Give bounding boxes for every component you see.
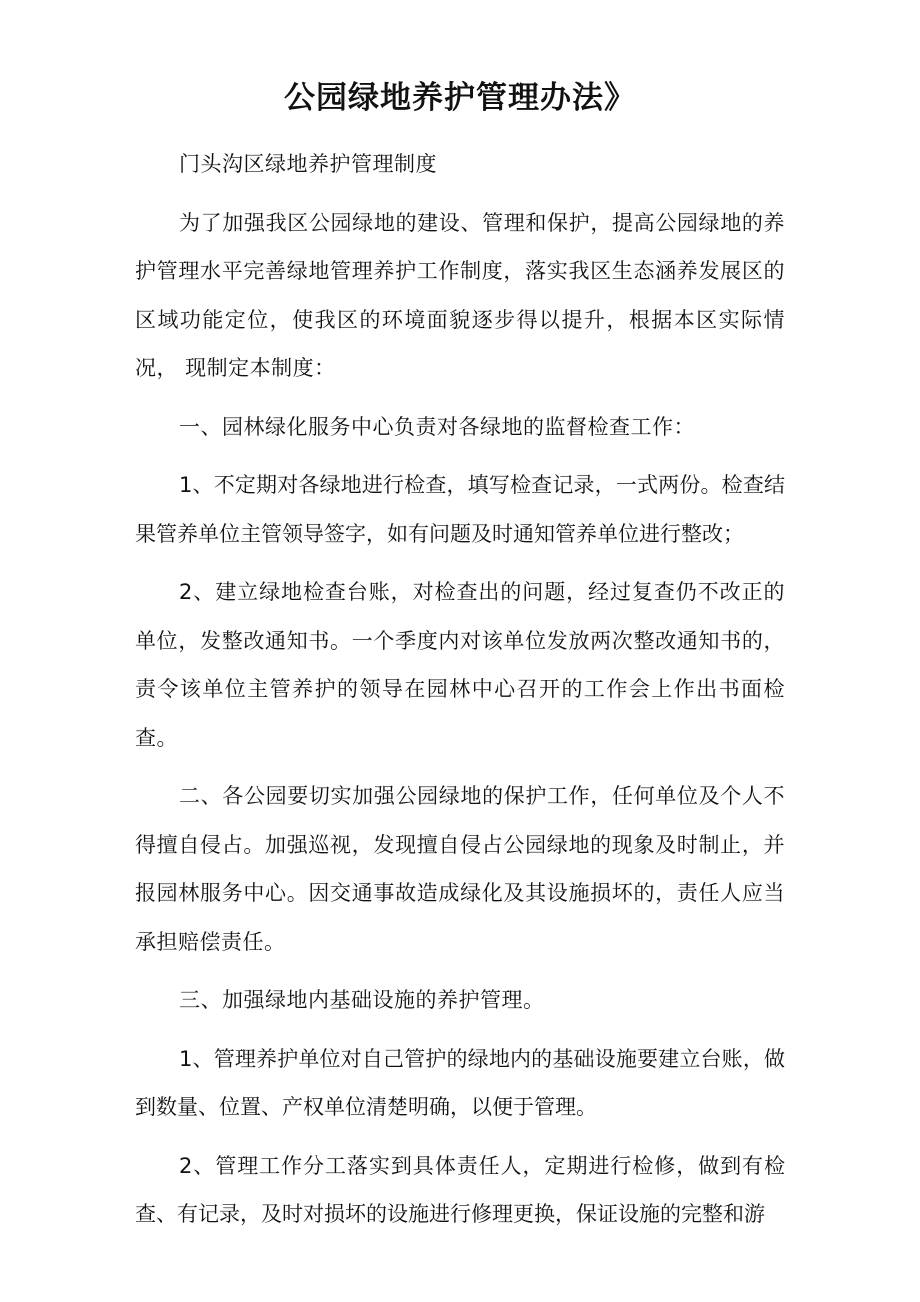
paragraph-section-3-item-2: 2、管理工作分工落实到具体责任人，定期进行检修，做到有检查、有记录，及时对损坏的设施进行修理更换，保证设施的完整和游 [135, 1153, 785, 1226]
document-body [135, 140, 785, 1239]
paragraph-section-1: 一、园林绿化服务中心负责对各绿地的监督检查工作： [179, 414, 695, 439]
paragraph-subtitle: 门头沟区绿地养护管理制度 [179, 152, 437, 176]
document-title: 公园绿地养护管理办法》 [284, 80, 636, 116]
paragraph-section-1-item-1: 1、不定期对各绿地进行检查，填写检查记录，一式两份。检查结果管养单位主管领导签字，如有问题及时通知管养单位进行整改； [135, 473, 785, 546]
paragraph-section-1-item-2: 2、建立绿地检查台账，对检查出的问题，经过复查仍不改正的单位，发整改通知书。一个季度内对该单位发放两次整改通知书的，责令该单位主管养护的领导在园林中心召开的工作会上作出书面检查。 [135, 580, 785, 750]
paragraph-section-3-item-1: 1、管理养护单位对自己管护的绿地内的基础设施要建立台账，做到数量、位置、产权单位清楚明确，以便于管理。 [135, 1046, 785, 1119]
paragraph-section-2: 二、各公园要切实加强公园绿地的保护工作，任何单位及个人不得擅自侵占。加强巡视，发现擅自侵占公园绿地的现象及时制止，并报园林服务中心。因交通事故造成绿化及其设施损坏的，责任人应当承担赔偿责任。 [135, 784, 785, 954]
paragraph-section-3: 三、加强绿地内基础设施的养护管理。 [179, 988, 545, 1012]
paragraph-intro: 为了加强我区公园绿地的建设、管理和保护，提高公园绿地的养护管理水平完善绿地管理养护工作制度，落实我区生态涵养发展区的区域功能定位，使我区的环境面貌逐步得以提升，根据本区实际情况， 现制定本制度： [135, 210, 785, 380]
